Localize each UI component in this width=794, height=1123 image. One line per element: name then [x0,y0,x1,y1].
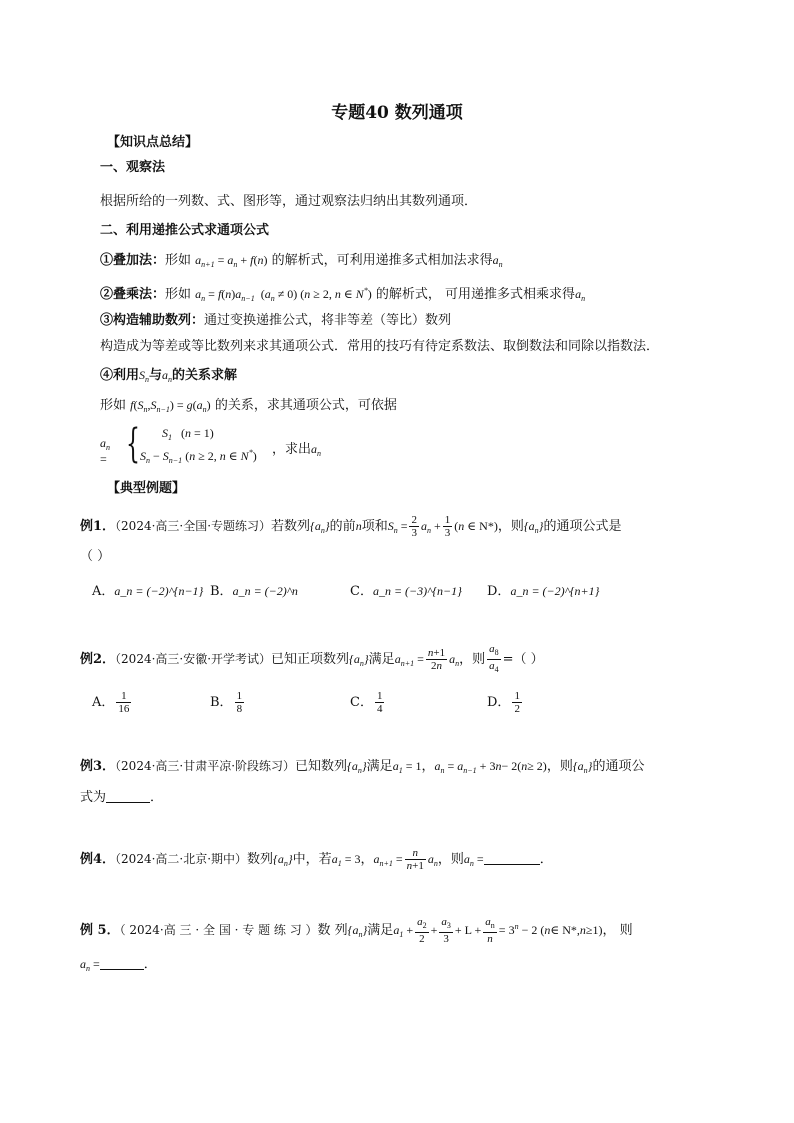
example-1-option-b[interactable]: B．a_n = (−2)^n [210,584,298,599]
example-2-option-c[interactable]: C． $\frac{1}{4}$ [350,690,383,715]
example-1-option-d[interactable]: D．a_n = (−2)^{n+1} [487,584,600,599]
method-4-title: ④利用$S_n$与$a_n$的关系求解 [100,368,238,384]
method-1-label: ①叠加法： [100,253,166,268]
example-3-line-2: 式为 ． [80,790,164,805]
example-1-option-c[interactable]: C．a_n = (−3)^{n−1} [350,584,462,599]
example-2: 例2．（2024·高三·安徽·开学考试）已知正项数列$\{a_n\}$满足$a_{n+1}$ = $\frac{n+1}{2n}$ $a_n$，则 $\frac{a_8}{a_4}$ =（ ） [80,643,544,674]
answer-blank[interactable] [100,957,144,970]
answer-blank[interactable] [106,790,150,803]
example-5-line-2: $a_n$ = ． [80,957,157,973]
example-3: 例3．（2024·高三·甘肃平凉·阶段练习）已知数列$\{a_n\}$满足$a_1 = 1$，$a_n = a_{n-1} + 3n- 2(n\ge 2)$，则$\{a_n\}$的通项公 [80,759,645,775]
method-4-text: 形如 $f(S_n,S_{n-1}) = g(a_n)$ 的关系，求其通项公式，可依据 [100,398,397,414]
examples-header: 【典型例题】 [107,481,186,496]
example-5: 例 5．（ 2024·高 三 · 全 国 · 专 题 练 习 ）数 列$\{a_n\}$满足$a_1$ + $\frac{a_2}{2}$ + $\frac{a_3}{3}$ + L + $\frac{a_n}{n}$ = $3^n - 2$ (n∈ N*,n≥1)， 则 [80,916,633,945]
example-1: 例1．（2024·高三·全国·专题练习）若数列$\{a_n\}$的前n项和$S_n$ = $\frac{2}{3}$ $a_n$ + $\frac{1}{3}$ (n ∈ N*)，则$\{a_n\}$的通项公式是 [80,514,622,539]
method-1: ①叠加法：形如 $a_{n+1} = a_n + f(n)$ 的解析式，可利用递推多式相加法求得$a_n$ [100,253,503,269]
method-3-label: ③构造辅助数列： [100,313,205,328]
method-2: ②叠乘法：形如 $a_n = f(n)a_{n-1}$ $(a_n \ne 0) (n \ge 2$, n ∈ N*) 的解析式， 可用递推多式相乘求得$a_n$ [100,286,586,303]
section-1-text: 根据所给的一列数、式、图形等，通过观察法归纳出其数列通项． [100,194,478,209]
example-1-option-a[interactable]: A．a_n = (−2)^{n−1} [92,584,204,599]
document-page: 专题40 数列通项 【知识点总结】 一、观察法 根据所给的一列数、式、图形等，通过观察法归纳出其数列通项． 二、利用递推公式求通项公式 ①叠加法：形如 $a_{n+1} = a_n + f(n)$ 的解析式，可利用递推多式相加法求得$a_n$ ②叠乘法：形如 $a_n = f(n)a_{n-1}$ $(a_n \ne 0) (n \ge 2$, n ∈ N*) 的解析式， 可用递推多式相乘求得$a_n$ ③构造辅助数列：通过变换递推公式，将非等差（等比）数列 构造成为等差或等比数列来求其通项公式．常用的技巧有待定系数法、取倒数法和同除以指数法． ④利用$S_n$与$a_n$的关系求解 形如 $f(S_n,S_{n-1}) = g(a_n)$ 的关系，求其通项公式，可依据 $a_n$ = { $S_1$ (n = 1) $S_n - S_{n-1}$ (n ≥ 2, n ∈ N*) ，求出$a_n$ 【典型例题】 例1．（2024·高三·全国·专题练习）若数列$\{a_n\}$的前n项和$S_n$ = $\frac{2}{3}$ $a_n$ + $\frac{1}{3}$ (n ∈ N*)，则$\{a_n\}$的通项公式是 （ ） A．a_n = (−2)^{n−1} B．a_n = (−2)^n C．a_n = (−3)^{n−1} D．a_n = (−2)^{n+1} 例2．（2024·高三·安徽·开学考试）已知正项数列$\{a_n\}$满足$a_{n+1}$ = $\frac{n+1}{2n}$ $a_n$，则 $\frac{a_8}{a_4}$ =（ ） A． $\frac{1}{16}$ B． $\frac{1}{8}$ C． $\frac{1}{4}$ D． $\frac{1}{2}$ 例3．（2024·高三·甘肃平凉·阶段练习）已知数列$\{a_n\}$满足$a_1 = 1$，$a_n = a_{n-1} + 3n- 2(n\ge 2)$，则$\{a_n\}$的通项公 式为 ． 例4．（2024·高二·北京·期中）数列$\{a_n\}$中，若$a_1 = 3$，$a_{n+1}$ = $\frac{n}{n+1}$ $a_n$，则$a_n$ = ． 例 5．（ 2024·高 三 · 全 国 · 专 题 练 习 ）数 列$\{a_n\}$满足$a_1$ + $\frac{a_2}{2}$ + $\frac{a_3}{3}$ + L + $\frac{a_n}{n}$ = $3^n - 2$ (n∈ N*,n≥1)， 则 $a_n$ = ． [0,0,794,1123]
section-2-title: 二、利用递推公式求通项公式 [100,223,270,238]
example-4: 例4．（2024·高二·北京·期中）数列$\{a_n\}$中，若$a_1 = 3$，$a_{n+1}$ = $\frac{n}{n+1}$ $a_n$，则$a_n$ = ． [80,847,553,872]
method-3-detail: 构造成为等差或等比数列来求其通项公式．常用的技巧有待定系数法、取倒数法和同除以指数法． [100,339,660,354]
section-1-title: 一、观察法 [100,160,166,175]
method-2-label: ②叠乘法： [100,287,166,302]
example-2-option-d[interactable]: D． $\frac{1}{2}$ [487,690,520,715]
example-2-option-b[interactable]: B． $\frac{1}{8}$ [210,690,243,715]
example-1-paren: （ ） [80,549,111,564]
page-title: 专题40 数列通项 [331,103,463,123]
example-2-option-a[interactable]: A． $\frac{1}{16}$ [92,690,130,715]
method-3: ③构造辅助数列：通过变换递推公式，将非等差（等比）数列 [100,313,452,328]
answer-blank[interactable] [484,852,540,865]
knowledge-header: 【知识点总结】 [107,135,199,150]
